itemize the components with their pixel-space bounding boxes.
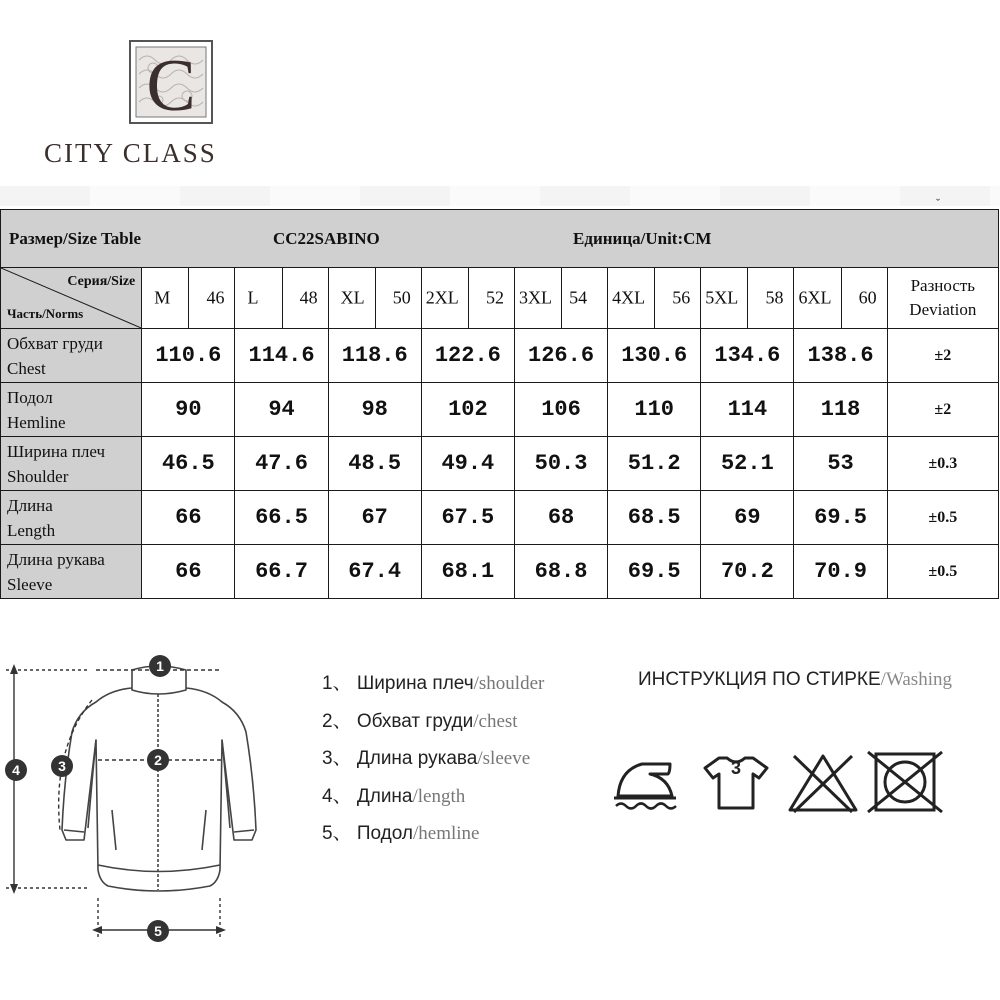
table-title: Размер/Size Table	[9, 228, 141, 248]
table-cell: 70.9	[794, 545, 887, 599]
table-row	[1, 383, 999, 437]
svg-text:1: 1	[156, 658, 164, 674]
table-cell: 90	[142, 383, 235, 437]
table-cell: 94	[235, 383, 328, 437]
brand-logo-emblem	[129, 40, 213, 124]
iron-icon	[610, 748, 688, 816]
marker-1-icon	[149, 655, 171, 677]
jacket-measurement-diagram	[0, 640, 290, 960]
table-cell: 66.7	[235, 545, 328, 599]
brand-name: CITY CLASS	[44, 138, 217, 168]
size-header-cell: 3XL 54	[514, 268, 607, 329]
deviation-cell: ±0.5	[887, 491, 998, 545]
marker-5-icon	[147, 920, 169, 942]
svg-text:4: 4	[12, 762, 20, 778]
table-cell: 50.3	[514, 437, 607, 491]
corner-bottom-label: Часть/Norms	[7, 306, 84, 321]
table-cell: 68	[514, 491, 607, 545]
table-cell: 69	[701, 491, 794, 545]
background-band	[0, 186, 1000, 206]
deviation-header: Разность Deviation	[887, 268, 998, 329]
no-tumble-dry-icon	[866, 748, 944, 816]
size-table	[0, 209, 999, 599]
table-cell: 69.5	[794, 491, 887, 545]
table-cell: 118	[794, 383, 887, 437]
table-cell: 114	[701, 383, 794, 437]
table-row	[1, 545, 999, 599]
legend-item: 2、 Обхват груди/chest	[322, 710, 518, 732]
size-header-cell: 6XL 60	[794, 268, 887, 329]
table-cell: 47.6	[235, 437, 328, 491]
table-cell: 46.5	[142, 437, 235, 491]
row-label: Подол Hemline	[1, 383, 142, 437]
legend-item: 3、 Длина рукава/sleeve	[322, 748, 531, 769]
size-header-row	[1, 268, 999, 329]
marker-3-icon	[51, 755, 73, 777]
table-row	[1, 437, 999, 491]
table-cell: 66	[142, 491, 235, 545]
table-cell: 130.6	[608, 329, 701, 383]
table-cell: 68.8	[514, 545, 607, 599]
row-label: Длина Length	[1, 491, 142, 545]
model-code: CC22SABINO	[273, 228, 380, 248]
legend-item: 5、 Подол/hemline	[322, 823, 480, 844]
table-row	[1, 491, 999, 545]
legend-item: 1、 Ширина плеч/shoulder	[322, 673, 545, 694]
size-header-cell: XL 50	[328, 268, 421, 329]
stray-mark: ˇ	[936, 196, 940, 210]
corner-header	[1, 268, 142, 329]
table-cell: 68.5	[608, 491, 701, 545]
legend-item: 4、 Длина/length	[322, 785, 466, 807]
hand-wash-icon	[697, 748, 775, 816]
row-label: Длина рукава Sleeve	[1, 545, 142, 599]
svg-text:2: 2	[154, 752, 162, 768]
table-cell: 53	[794, 437, 887, 491]
table-cell: 126.6	[514, 329, 607, 383]
unit-label: Единица/Unit:CM	[573, 228, 712, 248]
svg-text:3: 3	[58, 758, 66, 774]
svg-text:3: 3	[730, 758, 742, 778]
table-cell: 66.5	[235, 491, 328, 545]
table-cell: 67.4	[328, 545, 421, 599]
table-cell: 49.4	[421, 437, 514, 491]
table-cell: 67.5	[421, 491, 514, 545]
table-title-row	[1, 210, 999, 268]
size-header-cell: 2XL 52	[421, 268, 514, 329]
deviation-cell: ±2	[887, 329, 998, 383]
table-cell: 48.5	[328, 437, 421, 491]
table-cell: 67	[328, 491, 421, 545]
table-cell: 66	[142, 545, 235, 599]
deviation-cell: ±0.3	[887, 437, 998, 491]
washing-title: ИНСТРУКЦИЯ ПО СТИРКЕ/Washing	[638, 669, 952, 690]
size-header-cell: 4XL 56	[608, 268, 701, 329]
size-header-cell: L 48	[235, 268, 328, 329]
deviation-cell: ±0.5	[887, 545, 998, 599]
table-cell: 52.1	[701, 437, 794, 491]
row-label: Ширина плеч Shoulder	[1, 437, 142, 491]
size-header-cell: M 46	[142, 268, 235, 329]
corner-top-label: Серия/Size	[67, 274, 136, 289]
svg-text:5: 5	[154, 923, 162, 939]
marker-2-icon	[147, 749, 169, 771]
table-cell: 110.6	[142, 329, 235, 383]
logo-letter: C	[146, 45, 196, 124]
table-cell: 70.2	[701, 545, 794, 599]
table-cell: 122.6	[421, 329, 514, 383]
table-cell: 98	[328, 383, 421, 437]
table-row	[1, 329, 999, 383]
table-cell: 106	[514, 383, 607, 437]
table-cell: 69.5	[608, 545, 701, 599]
no-bleach-icon	[784, 748, 862, 816]
table-cell: 138.6	[794, 329, 887, 383]
table-cell: 110	[608, 383, 701, 437]
table-cell: 68.1	[421, 545, 514, 599]
table-cell: 51.2	[608, 437, 701, 491]
table-cell: 118.6	[328, 329, 421, 383]
table-cell: 114.6	[235, 329, 328, 383]
size-header-cell: 5XL 58	[701, 268, 794, 329]
table-cell: 134.6	[701, 329, 794, 383]
table-cell: 102	[421, 383, 514, 437]
table-body	[1, 329, 999, 599]
row-label: Обхват груди Chest	[1, 329, 142, 383]
deviation-cell: ±2	[887, 383, 998, 437]
marker-4-icon	[5, 759, 27, 781]
measurement-legend	[322, 668, 544, 856]
